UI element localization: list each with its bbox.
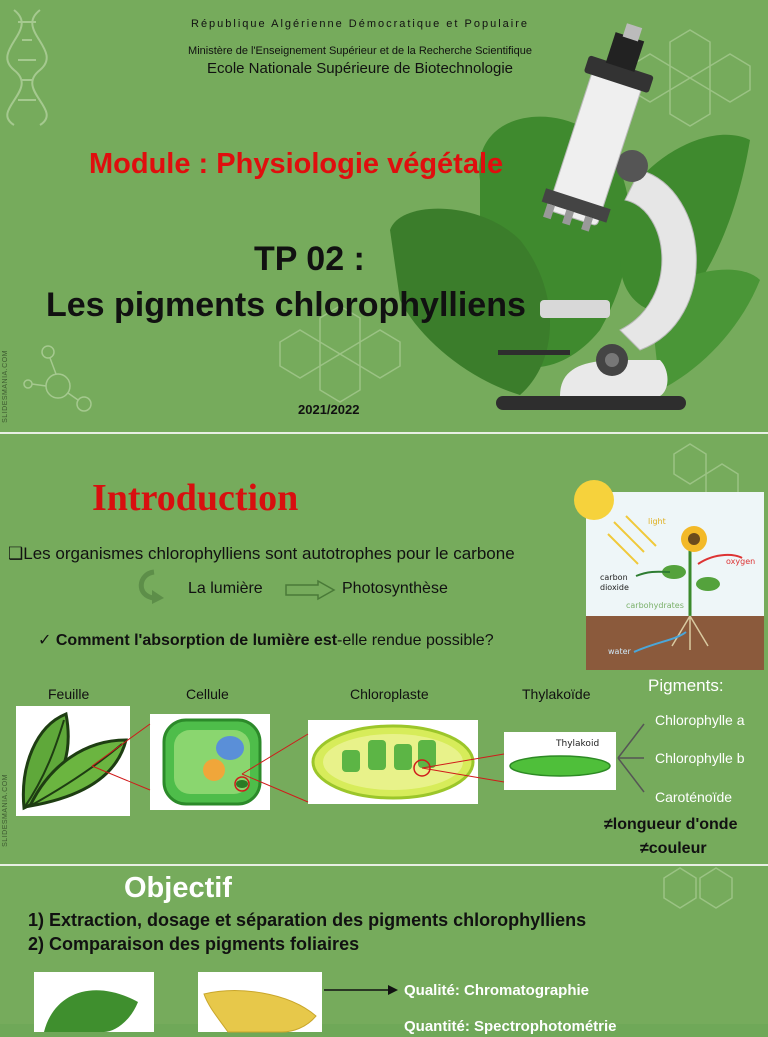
pigment-chlorophyll-b: Chlorophylle b (655, 750, 745, 766)
question-bold: Comment l'absorption de lumière est (55, 632, 338, 649)
label-thylakoid: Thylakoïde (522, 686, 591, 702)
quantity-method: Quantité: Spectrophotométrie (404, 1018, 617, 1035)
hexagon-decoration (600, 434, 768, 494)
svg-text:Thylakoid: Thylakoid (556, 739, 600, 749)
pigment-carotenoid: Caroténoïde (655, 789, 733, 805)
watermark: SLIDESMANIA.COM (2, 774, 9, 847)
check-icon: ✓ (38, 632, 52, 649)
slide-objective (0, 866, 768, 1035)
molecule-icon (24, 346, 91, 411)
question (38, 630, 494, 650)
pigments-title: Pigments: (648, 676, 724, 695)
hexagon-decoration (620, 866, 768, 906)
section-title: Objectif (124, 872, 232, 904)
label-cell: Cellule (186, 686, 229, 702)
svg-text:carbon: carbon (600, 573, 628, 582)
tp-title: Les pigments chlorophylliens (46, 286, 526, 324)
right-arrow-icon (284, 580, 336, 600)
svg-text:light: light (648, 517, 666, 526)
slide-title (0, 0, 768, 432)
objective-2: 2) Comparaison des pigments foliaires (28, 934, 360, 954)
photosynthesis-illustration (586, 492, 764, 670)
yellow-leaf-image (198, 972, 322, 1032)
curved-arrow-icon (134, 568, 170, 606)
academic-year: 2021/2022 (298, 402, 360, 417)
question-rest: -elle rendue possible? (337, 632, 494, 649)
light-label: La lumière (188, 580, 263, 597)
svg-text:carbohydrates: carbohydrates (626, 601, 684, 610)
arrow-icon (324, 982, 400, 998)
green-leaf-image (34, 972, 154, 1032)
tp-number: TP 02 : (254, 240, 365, 278)
pigment-chlorophyll-a: Chlorophylle a (655, 712, 745, 728)
diff-color: ≠couleur (640, 840, 707, 857)
label-chloroplast: Chloroplaste (350, 686, 429, 702)
svg-text:water: water (608, 647, 631, 656)
label-leaf: Feuille (48, 686, 90, 702)
objective-1: 1) Extraction, dosage et séparation des pigments chlorophylliens (28, 910, 587, 930)
connector-lines (0, 694, 620, 824)
slide-introduction (0, 434, 768, 864)
intro-statement: ❑Les organismes chlorophylliens sont autotrophes pour le carbone (8, 544, 515, 563)
watermark: SLIDESMANIA.COM (2, 350, 9, 423)
header-ministry: Ministère de l'Enseignement Supérieur et de la Recherche Scientifique (188, 45, 532, 57)
dna-icon (7, 10, 46, 125)
svg-text:dioxide: dioxide (600, 583, 629, 592)
section-title: Introduction (92, 477, 299, 519)
header-republic: République Algérienne Démocratique et Populaire (191, 18, 529, 30)
header-school: Ecole Nationale Supérieure de Biotechnologie (206, 60, 514, 77)
diff-wavelength: ≠longueur d'onde (604, 816, 738, 833)
photosynthesis-label: Photosynthèse (342, 580, 448, 597)
svg-text:oxygen: oxygen (726, 557, 756, 566)
quality-method: Qualité: Chromatographie (404, 982, 590, 999)
module-title: Module : Physiologie végétale (89, 148, 504, 180)
